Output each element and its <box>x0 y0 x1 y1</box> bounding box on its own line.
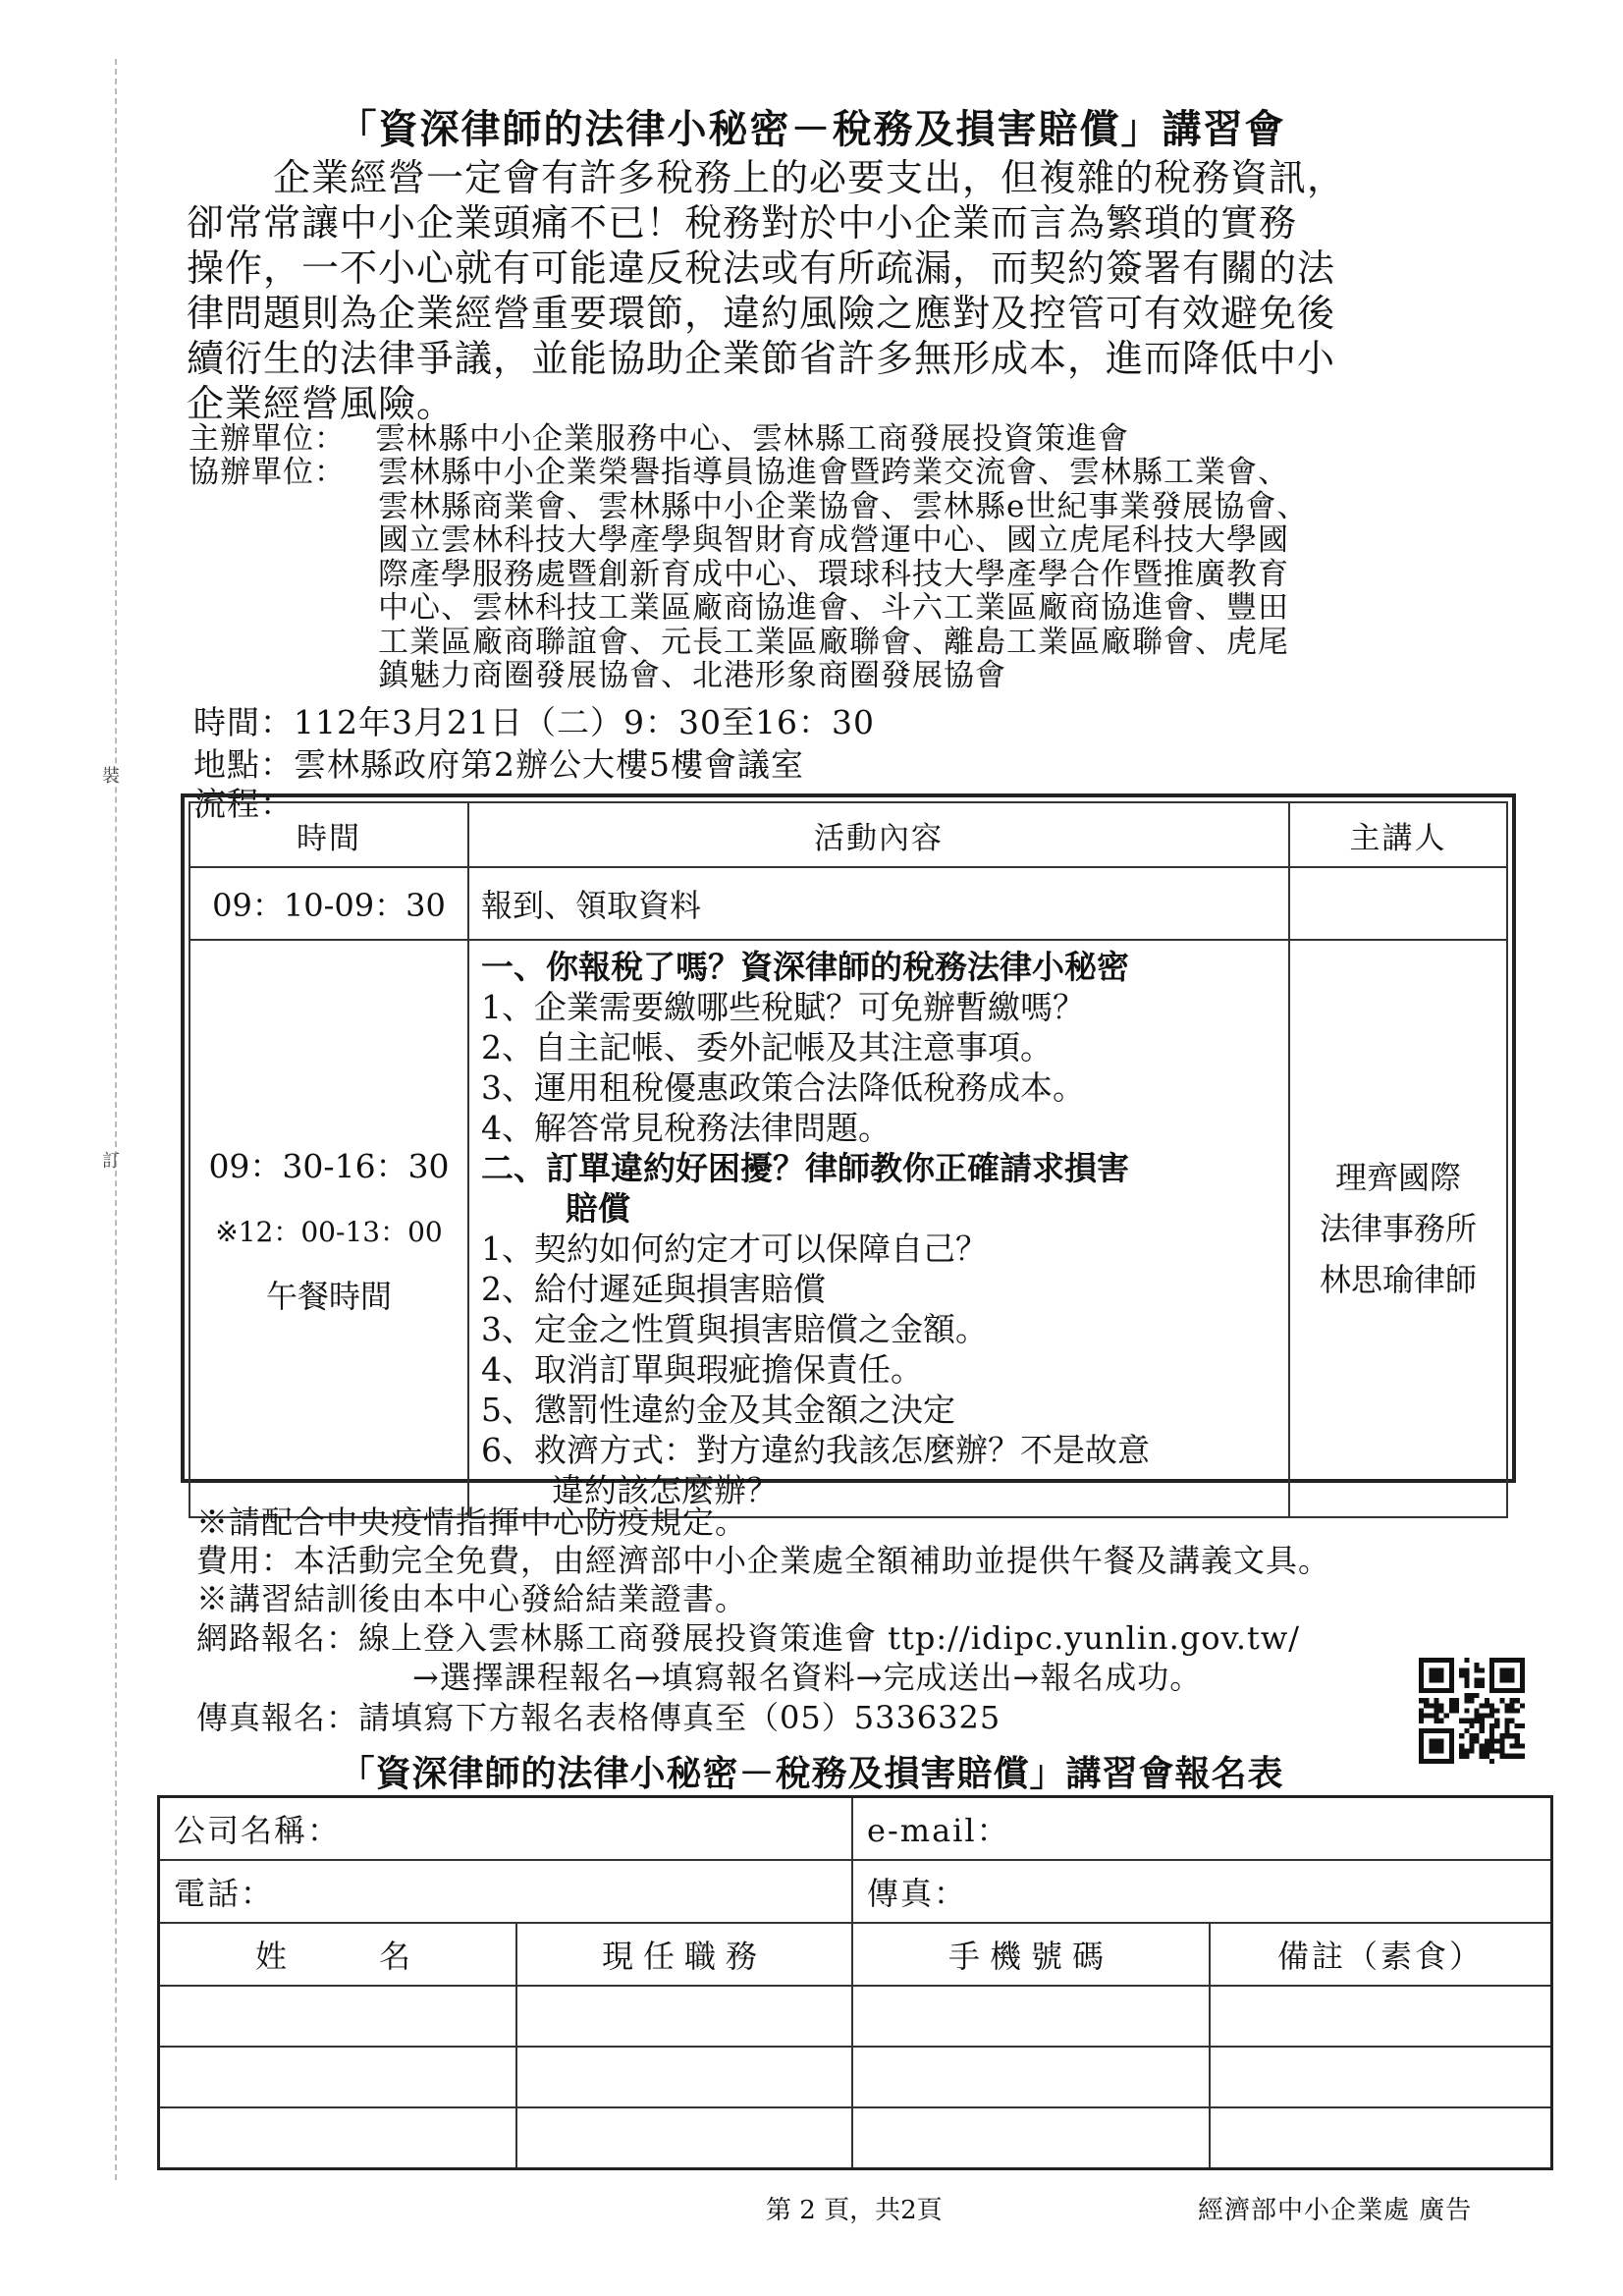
row2-time-cell <box>189 940 468 1517</box>
organizer-value: 雲林縣中小企業服務中心、雲林縣工商發展投資策進會 <box>375 421 1129 457</box>
form-entry-row <box>159 1986 1552 2047</box>
phone-field[interactable]: 電話： <box>159 1860 853 1923</box>
section1-item: 3、運用租稅優惠政策合法降低稅務成本。 <box>481 1068 1085 1107</box>
form-entry-row <box>159 2047 1552 2107</box>
section2-item: 4、取消訂單與瑕疵擔保責任。 <box>481 1350 923 1389</box>
col-note: 備註（素食） <box>1210 1923 1552 1986</box>
schedule-header-row <box>189 802 1507 867</box>
note-cell[interactable] <box>1210 2047 1552 2107</box>
section2-title-cont: 賠償 <box>566 1189 630 1228</box>
intro-line-2: 卻常常讓中小企業頭痛不已！稅務對於中小企業而言為繁瑣的實務 <box>187 201 1298 245</box>
co-organizer-line: 鎮魅力商圈發展協會、北港形象商圈發展協會 <box>378 658 1006 693</box>
fee-note: 費用：本活動完全免費，由經濟部中小企業處全額補助並提供午餐及講義文具。 <box>196 1542 1331 1579</box>
binding-margin-line <box>115 59 117 2180</box>
intro-line-1: 企業經營一定會有許多稅務上的必要支出，但複雜的稅務資訊， <box>273 156 1346 199</box>
form-header-row <box>159 1923 1552 1986</box>
form-row-company <box>159 1797 1552 1861</box>
fax-field[interactable]: 傳真： <box>852 1860 1552 1923</box>
co-organizer-line: 國立雲林科技大學產學與智財育成營運中心、國立虎尾科技大學國 <box>378 522 1289 558</box>
row2-lunch-label: 午餐時間 <box>265 1277 392 1315</box>
fax-registration: 傳真報名：請填寫下方報名表格傳真至（05）5336325 <box>196 1699 1001 1736</box>
co-organizer-line: 中心、雲林科技工業區廠商協進會、斗六工業區廠商協進會、豐田 <box>378 590 1289 626</box>
header-activity: 活動內容 <box>468 802 1289 867</box>
intro-line-3: 操作，一不小心就有可能違反稅法或有所疏漏，而契約簽署有關的法 <box>187 246 1336 290</box>
covid-note: ※請配合中央疫情指揮中心防疫規定。 <box>196 1503 748 1541</box>
name-cell[interactable] <box>159 1986 517 2047</box>
name-cell[interactable] <box>159 2047 517 2107</box>
form-title: 「資深律師的法律小秘密－稅務及損害賠償」講習會報名表 <box>339 1753 1284 1794</box>
name-cell[interactable] <box>159 2107 517 2169</box>
form-row-phone <box>159 1860 1552 1923</box>
section2-item-cont: 違約該怎麼辦？ <box>552 1471 779 1509</box>
binding-mark-top: 裝 <box>102 766 120 787</box>
page-number: 第 2 頁，共2頁 <box>766 2196 943 2225</box>
col-name: 姓 名 <box>159 1923 517 1986</box>
section2-item: 1、契約如何約定才可以保障自己？ <box>481 1230 988 1268</box>
speaker-cell <box>1289 940 1507 1517</box>
mobile-cell[interactable] <box>852 1986 1210 2047</box>
co-organizer-line: 際產學服務處暨創新育成中心、環球科技大學產學合作暨推廣教育 <box>378 556 1289 592</box>
schedule-table <box>189 801 1508 1518</box>
row1-time: 09：10-09：30 <box>189 867 468 940</box>
co-organizer-line: 雲林縣中小企業榮譽指導員協進會暨跨業交流會、雲林縣工業會、 <box>378 455 1289 490</box>
col-title: 現任職務 <box>516 1923 852 1986</box>
email-field[interactable]: e-mail： <box>852 1797 1552 1861</box>
row1-activity: 報到、領取資料 <box>468 867 1289 940</box>
mobile-cell[interactable] <box>852 2107 1210 2169</box>
header-speaker: 主講人 <box>1289 802 1507 867</box>
col-mobile: 手機號碼 <box>852 1923 1210 1986</box>
organizer-label: 主辦單位： <box>189 421 346 457</box>
speaker-line: 林思瑜律師 <box>1319 1261 1477 1298</box>
row2-time: 09：30-16：30 <box>208 1146 450 1185</box>
section1-item: 2、自主記帳、委外記帳及其注意事項。 <box>481 1028 1053 1066</box>
online-registration-steps: →選擇課程報名→填寫報名資料→完成送出→報名成功。 <box>412 1659 1203 1696</box>
event-time: 時間：112年3月21日（二）9：30至16：30 <box>193 703 875 741</box>
section2-item: 5、懲罰性違約金及其金額之決定 <box>481 1391 955 1429</box>
advertisement-credit: 經濟部中小企業處 廣告 <box>1198 2196 1473 2225</box>
form-entry-row <box>159 2107 1552 2169</box>
company-field[interactable]: 公司名稱： <box>159 1797 853 1861</box>
intro-line-5: 續衍生的法律爭議，並能協助企業節省許多無形成本，進而降低中小 <box>187 337 1336 380</box>
intro-line-6: 企業經營風險。 <box>187 382 456 425</box>
intro-paragraph <box>187 155 1483 426</box>
header-time: 時間 <box>189 802 468 867</box>
co-organizer-label: 協辦單位： <box>189 455 346 490</box>
section1-title: 一、你報稅了嗎？資深律師的稅務法律小秘密 <box>481 948 1129 986</box>
flow-label: 流程： <box>193 785 294 823</box>
registration-form <box>157 1795 1553 2170</box>
co-organizer-list <box>378 456 1488 693</box>
title-cell[interactable] <box>516 2107 852 2169</box>
section1-item: 1、企業需要繳哪些稅賦？可免辦暫繳嗎？ <box>481 988 1085 1026</box>
event-place: 地點：雲林縣政府第2辦公大樓5樓會議室 <box>193 745 804 784</box>
co-organizer-line: 雲林縣商業會、雲林縣中小企業協會、雲林縣e世紀事業發展協會、 <box>378 488 1309 524</box>
row2-lunch-time: ※12：00-13：00 <box>215 1215 443 1248</box>
organizer-line <box>189 422 1129 456</box>
schedule-row-main <box>189 940 1507 1517</box>
binding-mark-bottom: 訂 <box>102 1151 120 1172</box>
mobile-cell[interactable] <box>852 2047 1210 2107</box>
intro-line-4: 律問題則為企業經營重要環節，違約風險之應對及控管可有效避免後 <box>187 292 1336 335</box>
section2-item: 6、救濟方式：對方違約我該怎麼辦？不是故意 <box>481 1431 1150 1469</box>
note-cell[interactable] <box>1210 1986 1552 2047</box>
title-cell[interactable] <box>516 1986 852 2047</box>
row1-speaker <box>1289 867 1507 940</box>
speaker-line: 法律事務所 <box>1319 1210 1477 1247</box>
note-cell[interactable] <box>1210 2107 1552 2169</box>
section1-item: 4、解答常見稅務法律問題。 <box>481 1109 891 1147</box>
page-title: 「資深律師的法律小秘密－稅務及損害賠償」講習會 <box>337 106 1286 152</box>
section2-item: 2、給付遲延與損害賠償 <box>481 1270 826 1308</box>
row2-activity-cell <box>468 940 1289 1517</box>
co-organizer-line: 工業區廠商聯誼會、元長工業區廠聯會、離島工業區廠聯會、虎尾 <box>378 624 1289 660</box>
section2-item: 3、定金之性質與損害賠償之金額。 <box>481 1310 988 1348</box>
title-cell[interactable] <box>516 2047 852 2107</box>
online-registration: 網路報名：線上登入雲林縣工商發展投資策進會 ttp://idipc.yunlin.gov.tw/ <box>196 1619 1301 1657</box>
speaker-line: 理齊國際 <box>1334 1159 1461 1196</box>
schedule-row-registration <box>189 867 1507 940</box>
certificate-note: ※講習結訓後由本中心發給結業證書。 <box>196 1580 748 1617</box>
section2-title: 二、訂單違約好困擾？律師教你正確請求損害 <box>481 1149 1129 1187</box>
